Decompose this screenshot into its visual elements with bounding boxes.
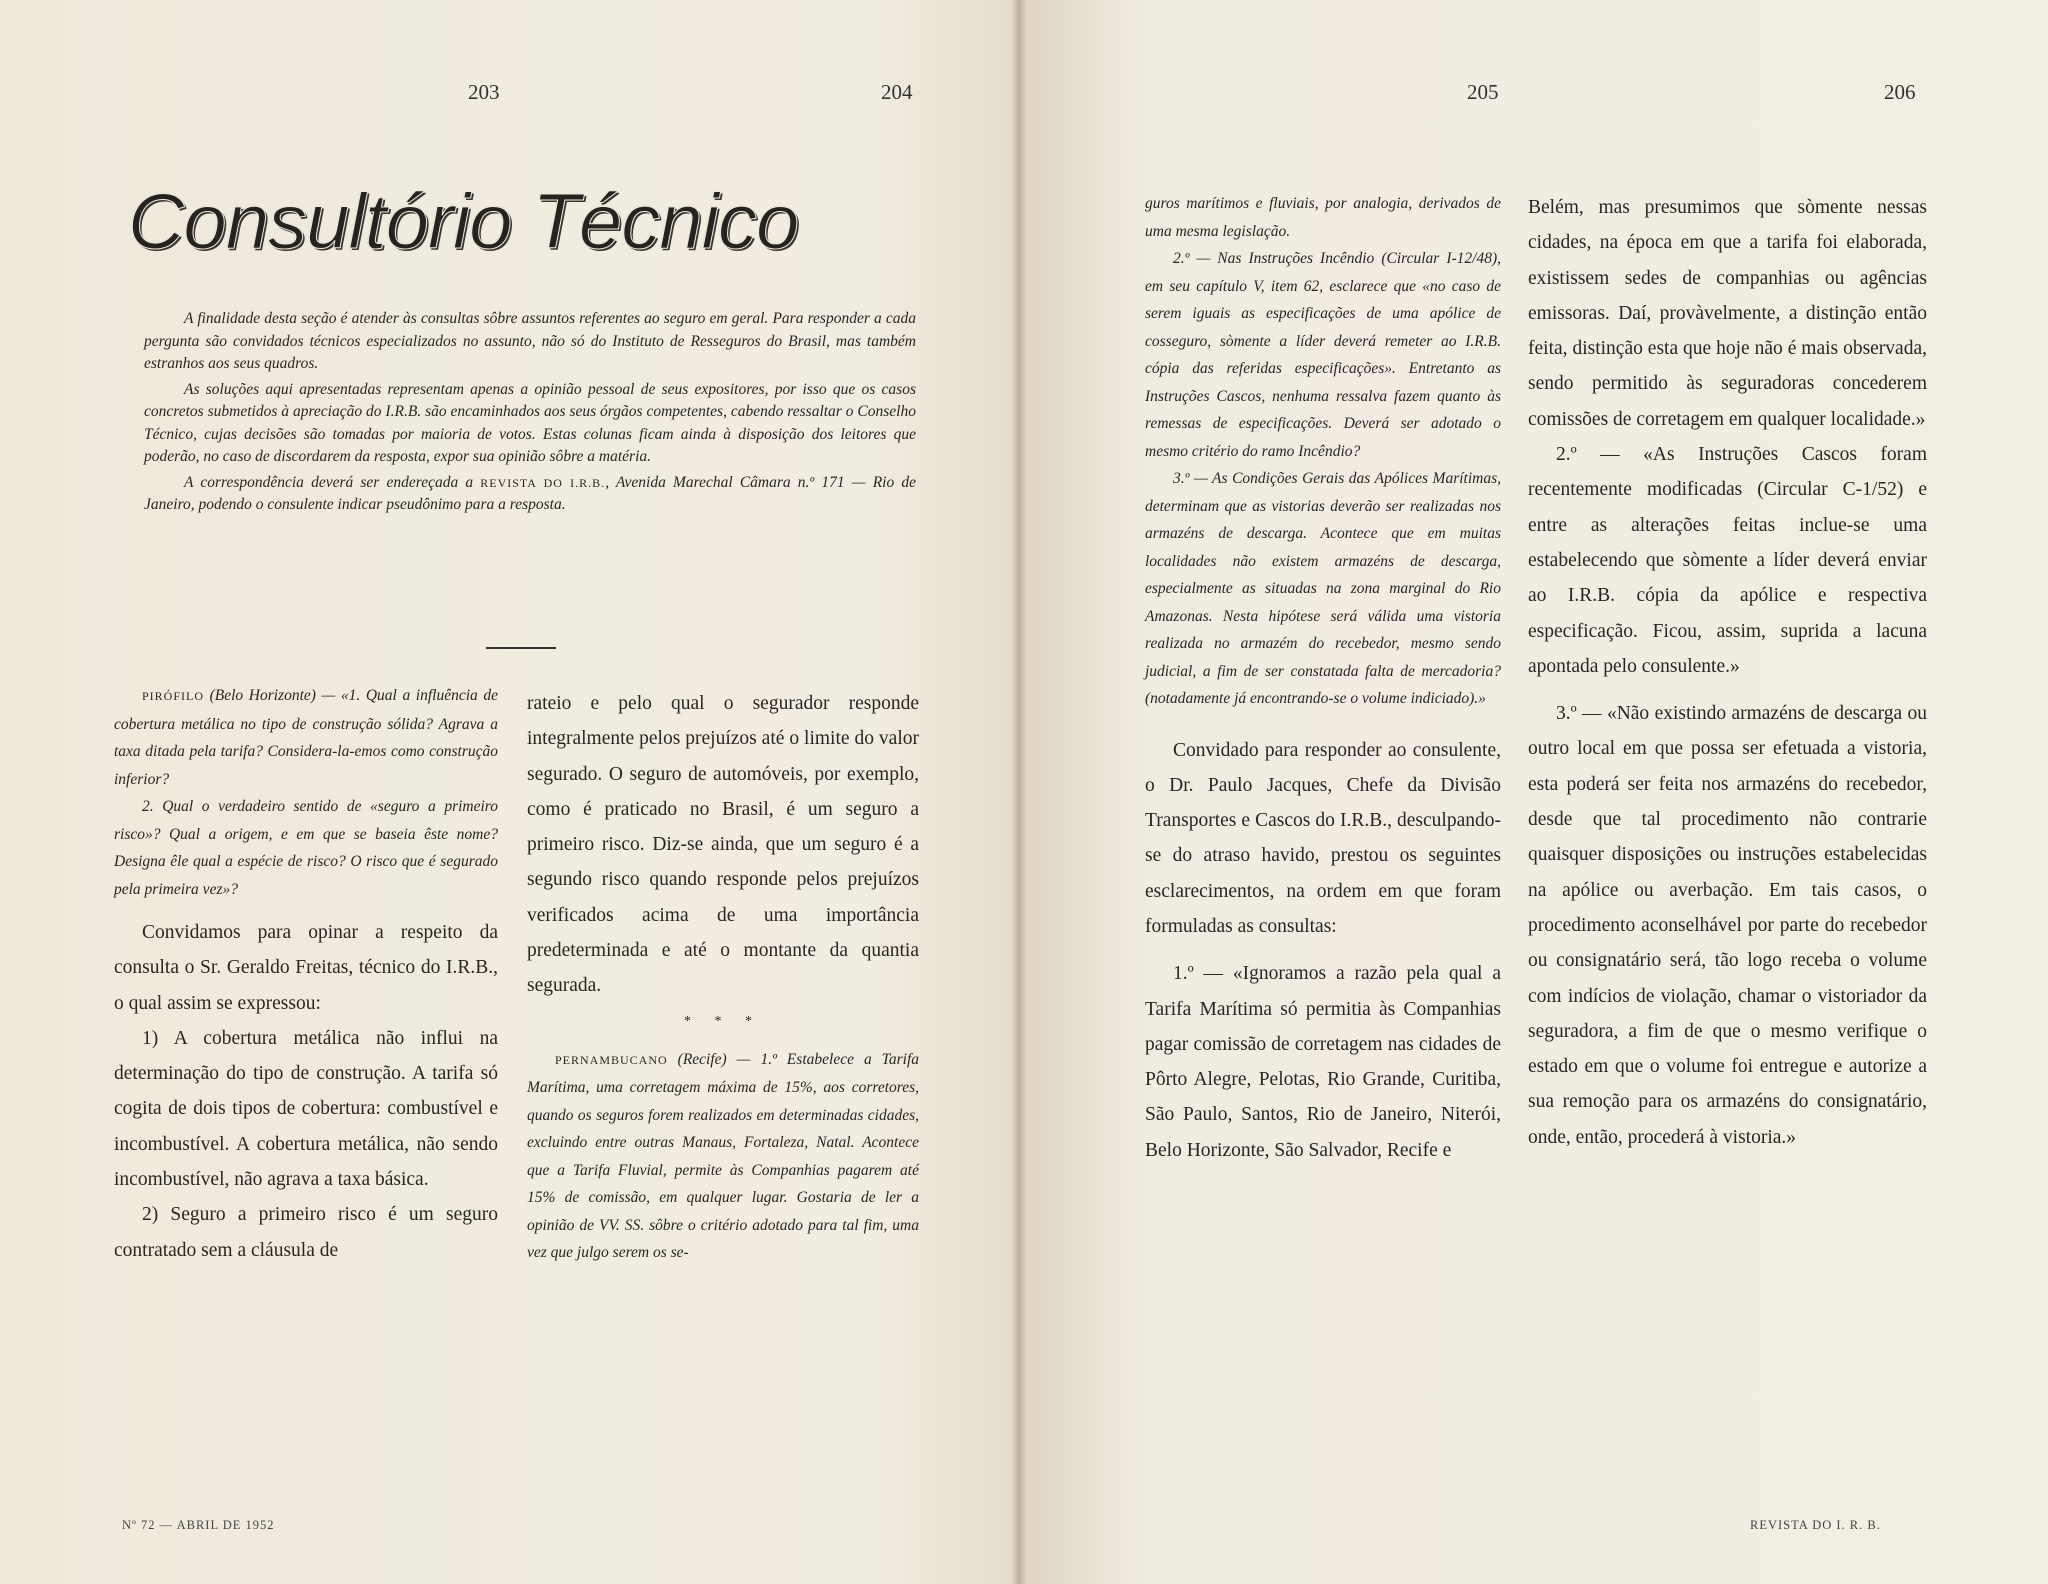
footer-issue: Nº 72 — ABRIL DE 1952 xyxy=(122,1518,275,1532)
page-number-204: 204 xyxy=(881,80,913,104)
question-pirofilo xyxy=(114,682,498,903)
column-3 xyxy=(1145,190,1501,1168)
section-separator-stars: * * * xyxy=(684,1013,762,1029)
question-author-2: PERNAMBUCANO xyxy=(555,1052,668,1067)
answer-1-cont: Belém, mas presumimos que sòmente nessas cidades, na época em que a tarifa foi elaborada, existissem sedes de companhias ou agências emissoras. Daí, provàvelmente, a distinção então feita, distinção esta que hoje não é mais observada, sendo permitido às seguradoras concederem comissões de corretagem em qualquer localidade.» xyxy=(1528,197,1927,430)
answer-pirofilo xyxy=(114,915,498,1268)
answer-pernambucano-cont xyxy=(1528,190,1927,1155)
answer-pernambucano-1: 1.º — «Ignoramos a razão pela qual a Tarifa Marítima só permitia às Companhias pagar comissão de corretagem nas cidades de Pôrto Alegre, Pelotas, Rio Grande, Curitiba, São Paulo, Santos, Rio de Janeiro, Niterói, Belo Horizonte, São Salvador, Recife e xyxy=(1145,963,1501,1161)
answer-intro: Convidamos para opinar a respeito da consulta o Sr. Geraldo Freitas, técnico do I.R.B., o qual assim se expressou: xyxy=(114,922,498,1014)
answer-continuation xyxy=(527,686,919,1004)
magazine-name: REVISTA DO I.R.B. xyxy=(480,475,606,490)
intro-paragraph-1: A finalidade desta seção é atender às consultas sôbre assuntos referentes ao seguro em geral. Para responder a cada pergunta são convidados técnicos especializados no assunto, não só do Instituto de Resseguros do Brasil, mas também estranhos aos seus quadros. xyxy=(144,310,916,372)
intro-paragraph-3 xyxy=(144,472,916,517)
answer-pernambucano-intro: Convidado para responder ao consulente, o Dr. Paulo Jacques, Chefe da Divisão Transportes e Cascos do I.R.B., desculpando-se do atraso havido, prestou os seguintes esclarecimentos, na ordem em que foram formuladas as consultas: xyxy=(1145,739,1501,937)
answer-item-2-cont: rateio e pelo qual o segurador responde integralmente pelos prejuízos até o limite do valor segurado. O seguro de automóveis, por exemplo, como é praticado no Brasil, é um seguro a primeiro risco. Diz-se ainda, que um seguro é a segundo risco quando responde pelos prejuízos verificados acima de uma importância predeterminada e até o montante da quantia segurada. xyxy=(527,693,919,997)
section-divider xyxy=(486,647,556,649)
question-cont-text: guros marítimos e fluviais, por analogia, derivados de uma mesma legislação. xyxy=(1145,195,1501,240)
book-gutter xyxy=(1012,0,1028,1584)
column-4 xyxy=(1528,190,1927,1155)
footer-journal: REVISTA DO I. R. B. xyxy=(1750,1518,1881,1532)
page-number-203: 203 xyxy=(468,80,500,104)
intro-p3-start: A correspondência deverá ser endereçada a xyxy=(184,473,474,491)
answer-item-1: 1) A cobertura metálica não influi na determinação do tipo de construção. A tarifa só cogita de dois tipos de cobertura: combustível e incombustível. A cobertura metálica, não sendo incombustível, não agrava a taxa básica. xyxy=(114,1027,498,1191)
page-number-205: 205 xyxy=(1467,80,1499,104)
question-2-text: 2. Qual o verdadeiro sentido de «seguro a primeiro risco»? Qual a origem, e em que se baseia êste nome? Designa êle qual a espécie de risco? O risco que é segurado pela primeira vez»? xyxy=(114,798,498,898)
page-number-206: 206 xyxy=(1884,80,1916,104)
answer-pernambucano xyxy=(1145,733,1501,1169)
intro-paragraph-2: As soluções aqui apresentadas representam apenas a opinião pessoal de seus expositores, por isso que os casos concretos submetidos à apreciação do I.R.B. são encaminhados aos seus órgãos competentes, cabendo ressaltar o Conselho Técnico, cujas decisões são tomadas por maioria de votos. Estas colunas ficam ainda à disposição dos leitores que poderão, no caso de discordarem da resposta, expor sua opinião sôbre a matéria. xyxy=(144,380,916,465)
intro-p3-end: , Avenida Marechal Câmara n.º 171 — Rio de Janeiro, podendo o consulente indicar pseudônimo para a resposta. xyxy=(144,473,916,513)
answer-pernambucano-2: 2.º — «As Instruções Cascos foram recentemente modificadas (Circular C-1/52) e entre as alterações feitas inclue-se uma estabelecendo que sòmente a líder deverá enviar ao I.R.B. cópia da apólice e respectiva especificação. Ficou, assim, suprida a lacuna apontada pelo consulente.» xyxy=(1528,444,1927,677)
question-3-pernambucano: 3.º — As Condições Gerais das Apólices Marítimas, determinam que as vistorias deverão ser realizadas nos armazéns de descarga. Acontece que em muitas localidades não existem armazéns de descarga, especialmente as situadas na zona marginal do Rio Amazonas. Nesta hipótese será válida uma vistoria realizada no armazém do recebedor, mesmo sendo judicial, a fim de ser constatada falta de mercadoria? (notadamente já encontrando-se o volume indiciado).» xyxy=(1145,470,1501,707)
question-author: PIRÓFILO xyxy=(142,689,205,703)
column-2 xyxy=(527,686,919,1267)
question-pernambucano xyxy=(527,1046,919,1267)
question-1-text: (Belo Horizonte) — «1. Qual a influência de cobertura metálica no tipo de construção sólida? Agrava a taxa ditada pela tarifa? Considera-la-emos como construção inferior? xyxy=(114,687,499,788)
answer-item-2: 2) Seguro a primeiro risco é um seguro contratado sem a cláusula de xyxy=(114,1204,498,1261)
column-1 xyxy=(114,682,498,1268)
intro-block xyxy=(144,308,916,520)
section-title: Consultório Técnico xyxy=(128,177,799,265)
question-pernambucano-text: (Recife) — 1.º Estabelece a Tarifa Marítima, uma corretagem máxima de 15%, aos corretores, quando os seguros forem realizados em determinadas cidades, excluindo entre outras Manaus, Fortaleza, Natal. Acontece que a Tarifa Fluvial, permite às Companhias pagarem até 15% de comissão, em qualquer lugar. Gostaria de ler a opinião de VV. SS. sôbre o critério adotado para tal fim, uma vez que julgo serem os se- xyxy=(527,1050,920,1262)
question-pernambucano-cont xyxy=(1145,190,1501,713)
answer-pernambucano-3: 3.º — «Não existindo armazéns de descarga ou outro local em que possa ser efetuada a vistoria, esta poderá ser feita nos armazéns do recebedor, desde que tal procedimento não contrarie quaisquer disposições ou instruções estabelecidas na apólice ou averbação. Em tais casos, o procedimento aconselhável por parte do recebedor ou consignatário será, tão logo receba o volume com indícios de violação, chamar o vistoriador da seguradora, a fim de que o mesmo verifique o estado em que o volume foi entregue e autorize a sua remoção para os armazéns do consignatário, onde, então, procederá à vistoria.» xyxy=(1528,703,1927,1148)
question-2-pernambucano: 2.º — Nas Instruções Incêndio (Circular I-12/48), em seu capítulo V, item 62, esclarece que «no caso de serem iguais as especificações de uma apólice de cosseguro, sòmente a líder deverá remeter ao I.R.B. cópia das referidas especificações». Entretanto as Instruções Cascos, nenhuma ressalva fazem quanto às remessas de especificações. Deverá ser adotado o mesmo critério do ramo Incêndio? xyxy=(1145,250,1501,460)
